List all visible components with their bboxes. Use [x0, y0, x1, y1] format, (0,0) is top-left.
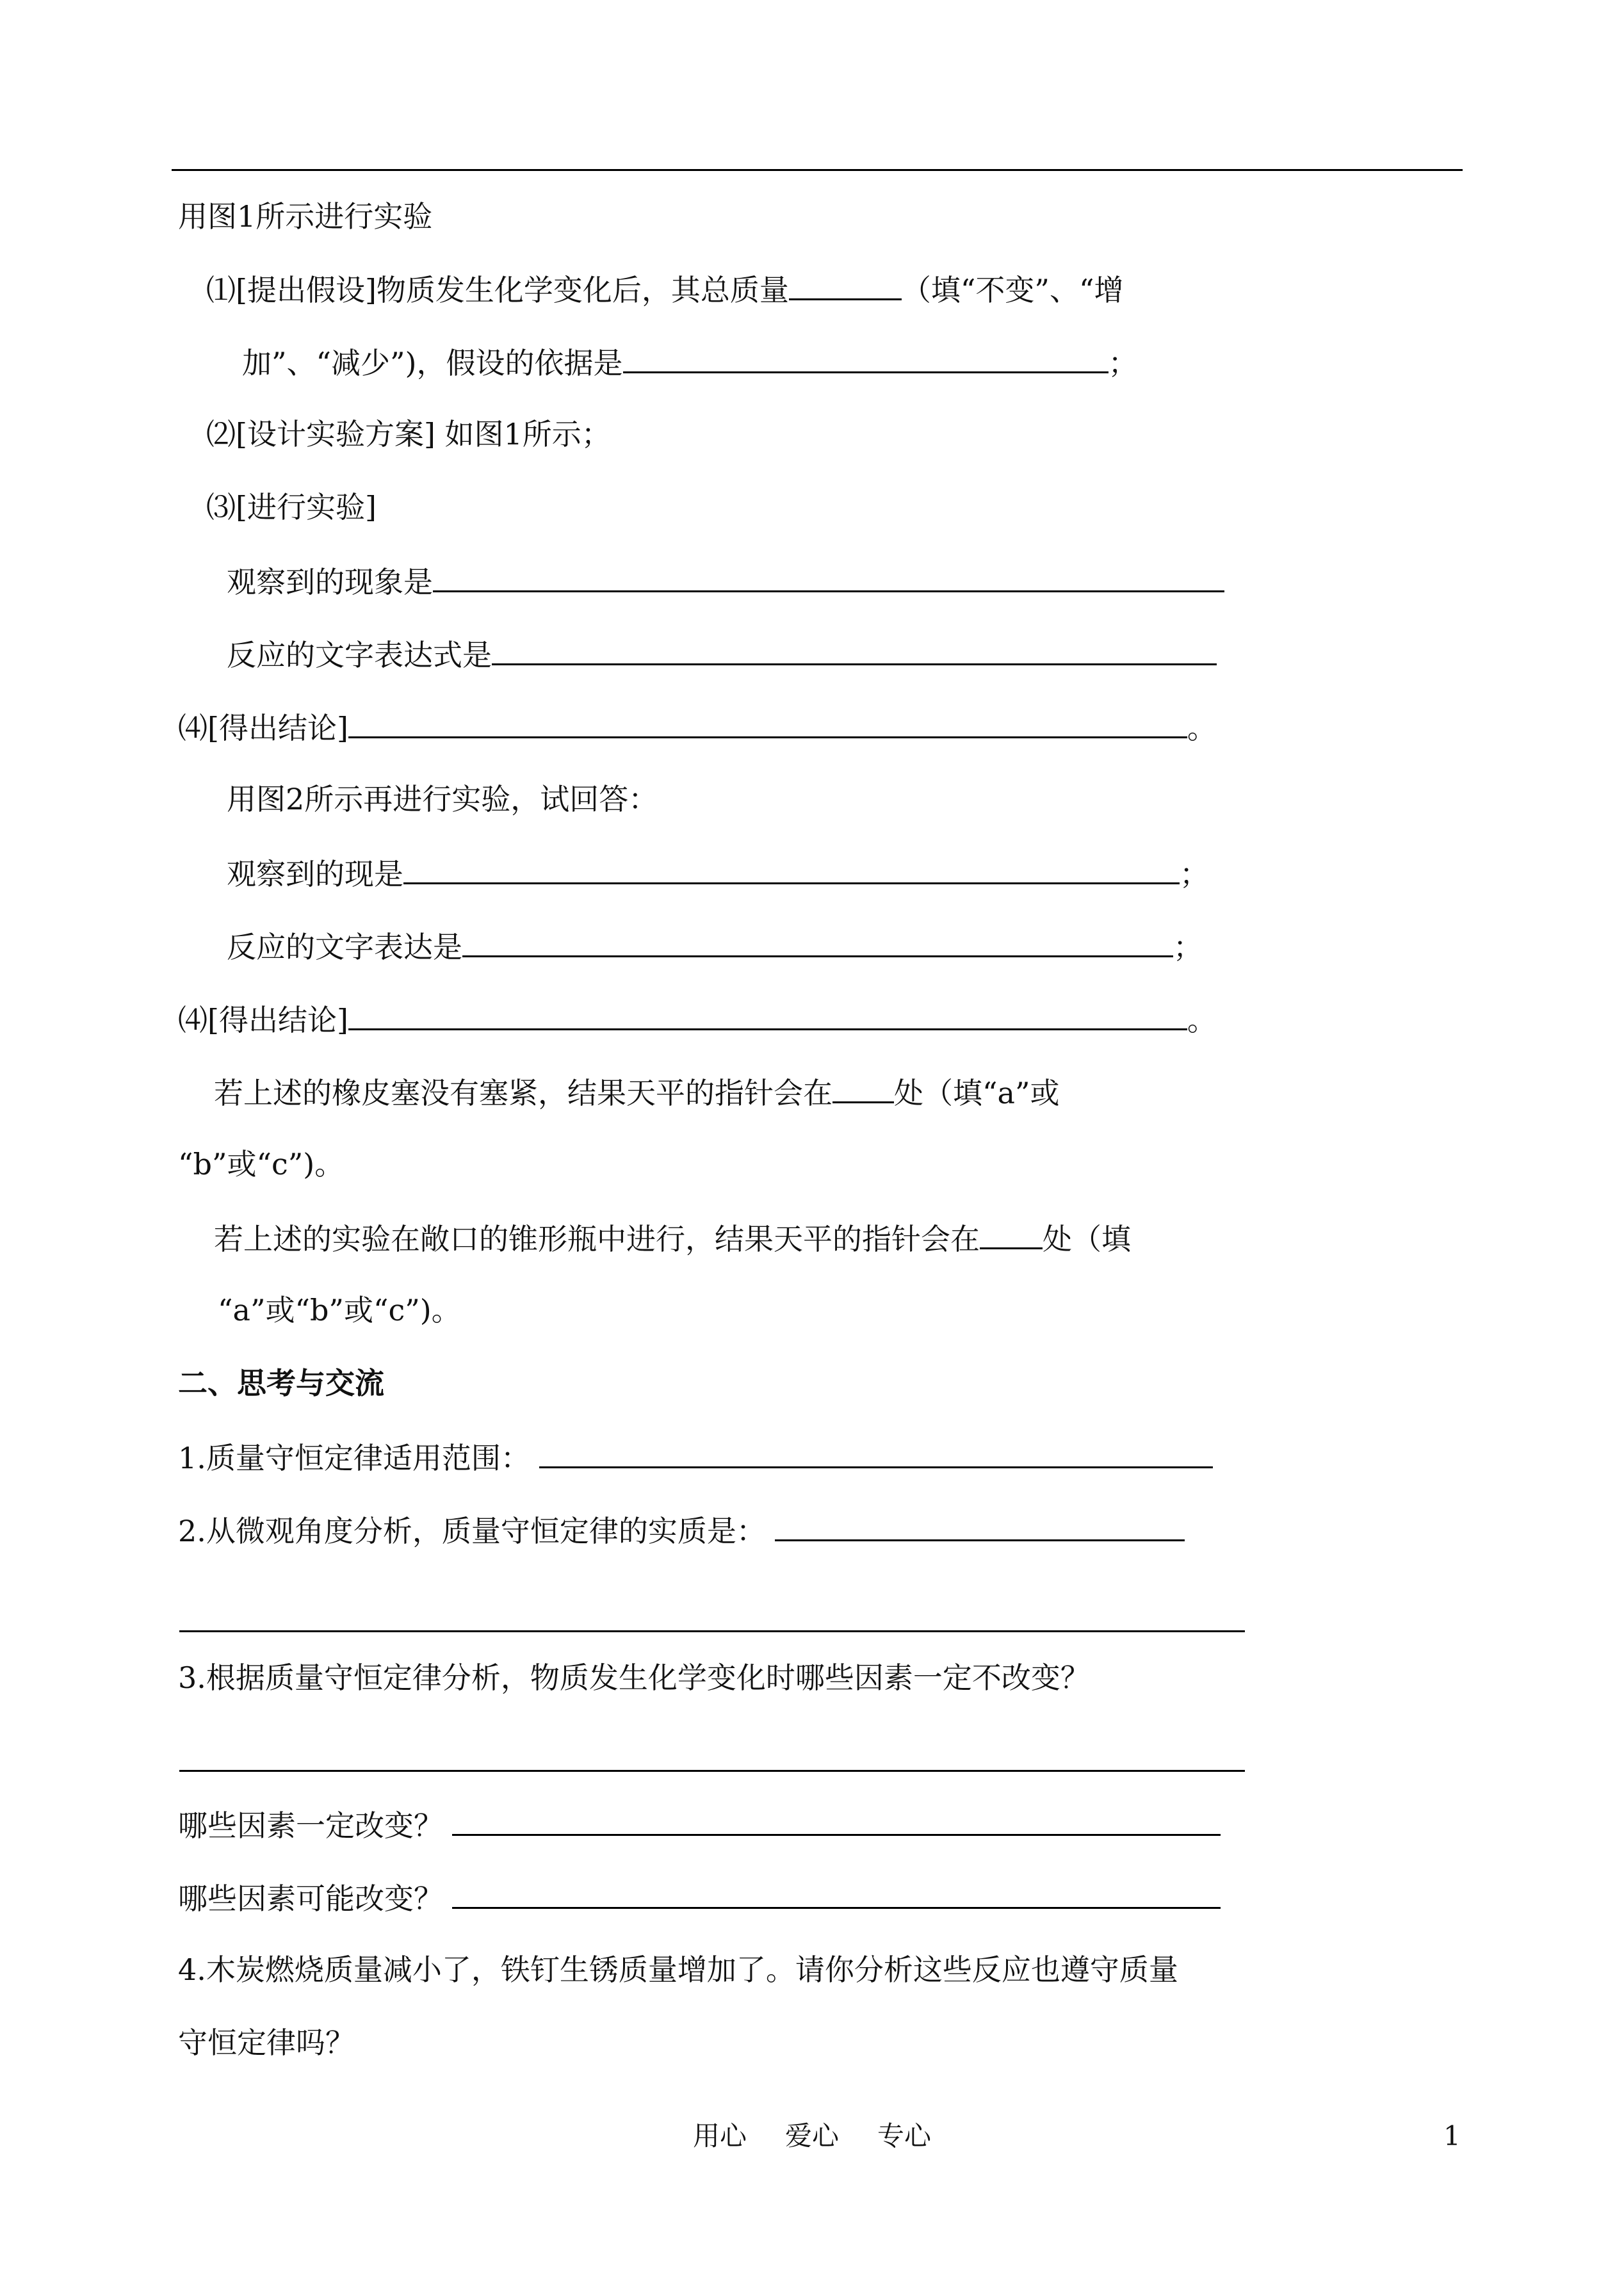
question-3: 3.根据质量守恒定律分析，物质发生化学变化时哪些因素一定不改变？ — [178, 1660, 1090, 1695]
equation-line: 反应的文字表达式是 — [227, 634, 1217, 674]
open-flask-options-line: “a”或“b”或“c”)。 — [218, 1293, 461, 1327]
stopper-question-line: 若上述的橡皮塞没有塞紧，结果天平的指针会在 处（填“a”或 — [214, 1072, 1059, 1112]
conclusion-line: ⑷[得出结论] 。 — [178, 707, 1217, 747]
open-flask-pointer-blank[interactable] — [980, 1218, 1043, 1249]
header-rule — [172, 169, 1463, 171]
question-3-changed: 哪些因素一定改变？ — [178, 1804, 1221, 1845]
figure2-intro: 用图2所示再进行实验，试回答： — [227, 782, 658, 816]
question-1: 1.质量守恒定律适用范围： — [178, 1437, 1213, 1477]
scope-blank[interactable] — [539, 1437, 1213, 1468]
stopper-options-line: “b”或“c”)。 — [178, 1147, 345, 1181]
conclusion2-blank[interactable] — [348, 999, 1187, 1030]
conclusion2-line: ⑷[得出结论] 。 — [178, 999, 1217, 1039]
section-heading: 二、思考与交流 — [178, 1366, 384, 1400]
hypothesis-basis-line: 加”、“减少”)，假设的依据是 ； — [242, 342, 1138, 382]
phenomenon2-line: 观察到的现是 ； — [227, 853, 1209, 893]
equation2-line: 反应的文字表达是 ； — [227, 926, 1203, 966]
phenomenon-line: 观察到的现象是 — [227, 561, 1224, 601]
open-flask-question-line: 若上述的实验在敞口的锥形瓶中进行，结果天平的指针会在 处（填 — [214, 1218, 1131, 1258]
design-line: ⑵[设计实验方案] 如图1所示； — [206, 417, 611, 451]
equation-blank[interactable] — [492, 634, 1217, 665]
page-footer: 用心 爱心 专心 — [692, 2120, 932, 2152]
phenomenon2-blank[interactable] — [403, 853, 1180, 884]
changed-factors-blank[interactable] — [452, 1804, 1221, 1836]
question-4: 4.木炭燃烧质量减小了，铁钉生锈质量增加了。请你分析这些反应也遵守质量 — [178, 1952, 1178, 1987]
conclusion-blank[interactable] — [348, 707, 1187, 738]
mass-change-blank[interactable] — [789, 269, 902, 300]
phenomenon-blank[interactable] — [433, 561, 1224, 592]
question-4-continued: 守恒定律吗？ — [178, 2025, 355, 2060]
question-2: 2.从微观角度分析，质量守恒定律的实质是： — [178, 1510, 1185, 1550]
hypothesis-line: ⑴[提出假设]物质发生化学变化后，其总质量 （填“不变”、“增 — [206, 269, 1123, 309]
question-3-maybe: 哪些因素可能改变？ — [178, 1877, 1221, 1918]
page-number: 1 — [1443, 2120, 1461, 2152]
experiment-heading: ⑶[进行实验] — [206, 490, 377, 524]
possible-factors-blank[interactable] — [452, 1877, 1221, 1909]
essence-blank[interactable] — [775, 1510, 1185, 1541]
stopper-pointer-blank[interactable] — [832, 1072, 894, 1103]
essence-blank-continued[interactable] — [179, 1630, 1245, 1632]
equation2-blank[interactable] — [462, 926, 1173, 957]
intro-line: 用图1所示进行实验 — [178, 199, 433, 234]
unchanged-factors-blank[interactable] — [179, 1770, 1245, 1772]
basis-blank[interactable] — [623, 342, 1108, 373]
